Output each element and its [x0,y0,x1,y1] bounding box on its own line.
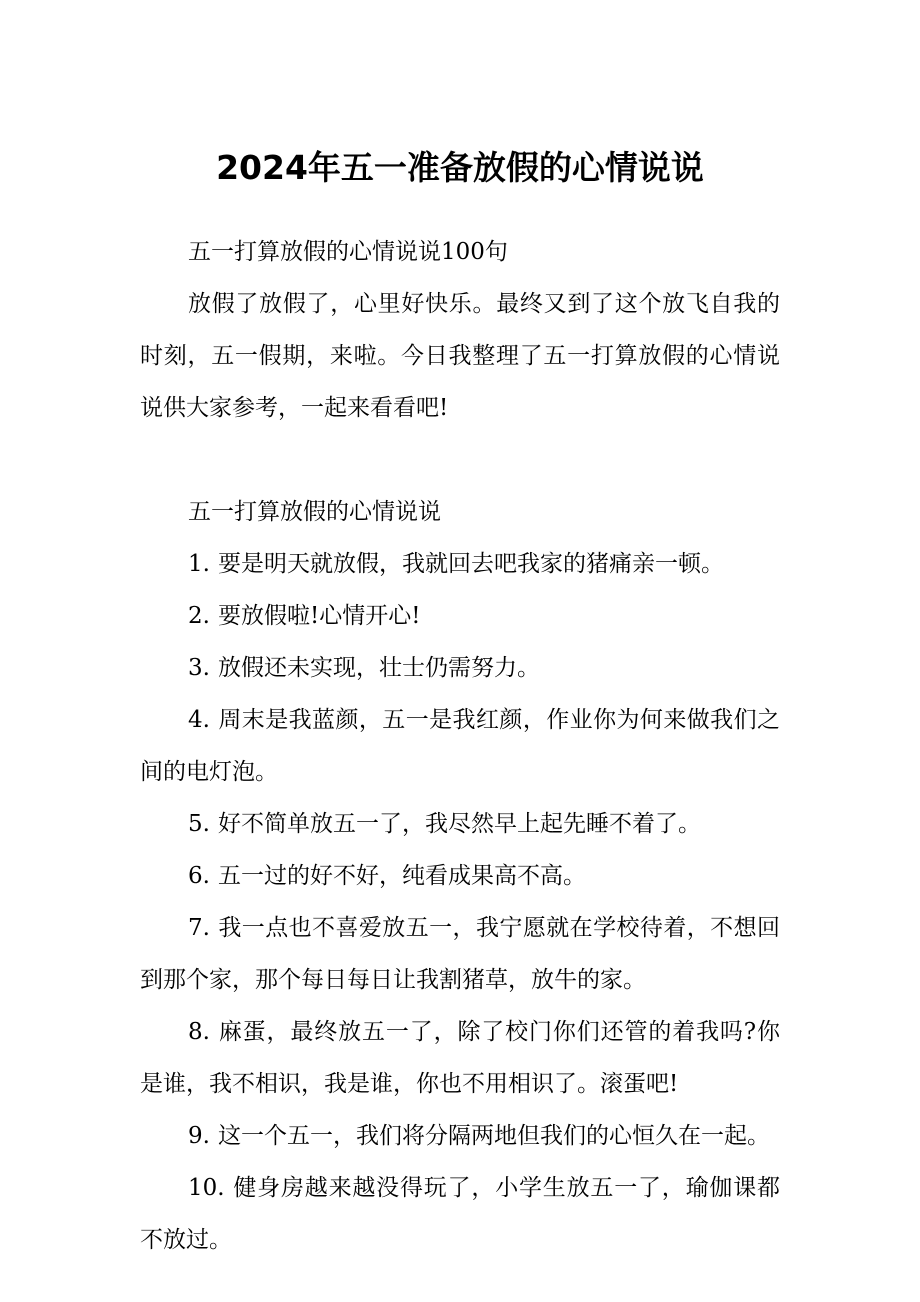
item-text: 好不简单放五一了，我尽然早上起先睡不着了。 [217,811,701,837]
item-text: 周末是我蓝颜，五一是我红颜，作业你为何来做我们之间的电灯泡。 [140,707,780,785]
item-number: 2. [188,603,210,629]
blank-line [140,434,780,486]
list-item [140,1110,780,1162]
document-body [140,226,780,1266]
list-item [140,902,780,1006]
item-number: 1. [188,551,210,577]
section-heading: 五一打算放假的心情说说 [188,499,441,525]
item-text: 放假还未实现，壮士仍需努力。 [217,655,540,681]
item-number: 9. [188,1123,210,1149]
list-item [140,850,780,902]
item-text: 五一过的好不好，纯看成果高不高。 [217,863,586,889]
list-item [140,1162,780,1266]
list-item [140,798,780,850]
subtitle: 五一打算放假的心情说说100句 [188,239,508,265]
list-item [140,1006,780,1110]
item-number: 5. [188,811,210,837]
item-text: 健身房越来越没得玩了，小学生放五一了，瑜伽课都不放过。 [140,1175,780,1253]
item-number: 8. [188,1019,210,1045]
item-number: 10. [188,1175,225,1201]
item-text: 要是明天就放假，我就回去吧我家的猪痛亲一顿。 [217,551,724,577]
list-item [140,642,780,694]
item-number: 6. [188,863,210,889]
item-number: 3. [188,655,210,681]
intro-paragraph: 放假了放假了，心里好快乐。最终又到了这个放飞自我的时刻，五一假期，来啦。今日我整理了五一打算放假的心情说说供大家参考，一起来看看吧! [140,291,780,421]
page-title: 2024年五一准备放假的心情说说 [216,148,704,187]
list-item [140,590,780,642]
list-item [140,694,780,798]
item-text: 这一个五一，我们将分隔两地但我们的心恒久在一起。 [217,1123,770,1149]
item-number: 7. [188,915,210,941]
item-number: 4. [188,707,210,733]
list-item [140,538,780,590]
item-text: 麻蛋，最终放五一了，除了校门你们还管的着我吗?你是谁，我不相识，我是谁，你也不用相识了。滚蛋吧! [140,1019,780,1097]
item-text: 要放假啦!心情开心! [217,603,421,629]
item-text: 我一点也不喜爱放五一，我宁愿就在学校待着，不想回到那个家，那个每日每日让我割猪草，放牛的家。 [140,915,780,993]
